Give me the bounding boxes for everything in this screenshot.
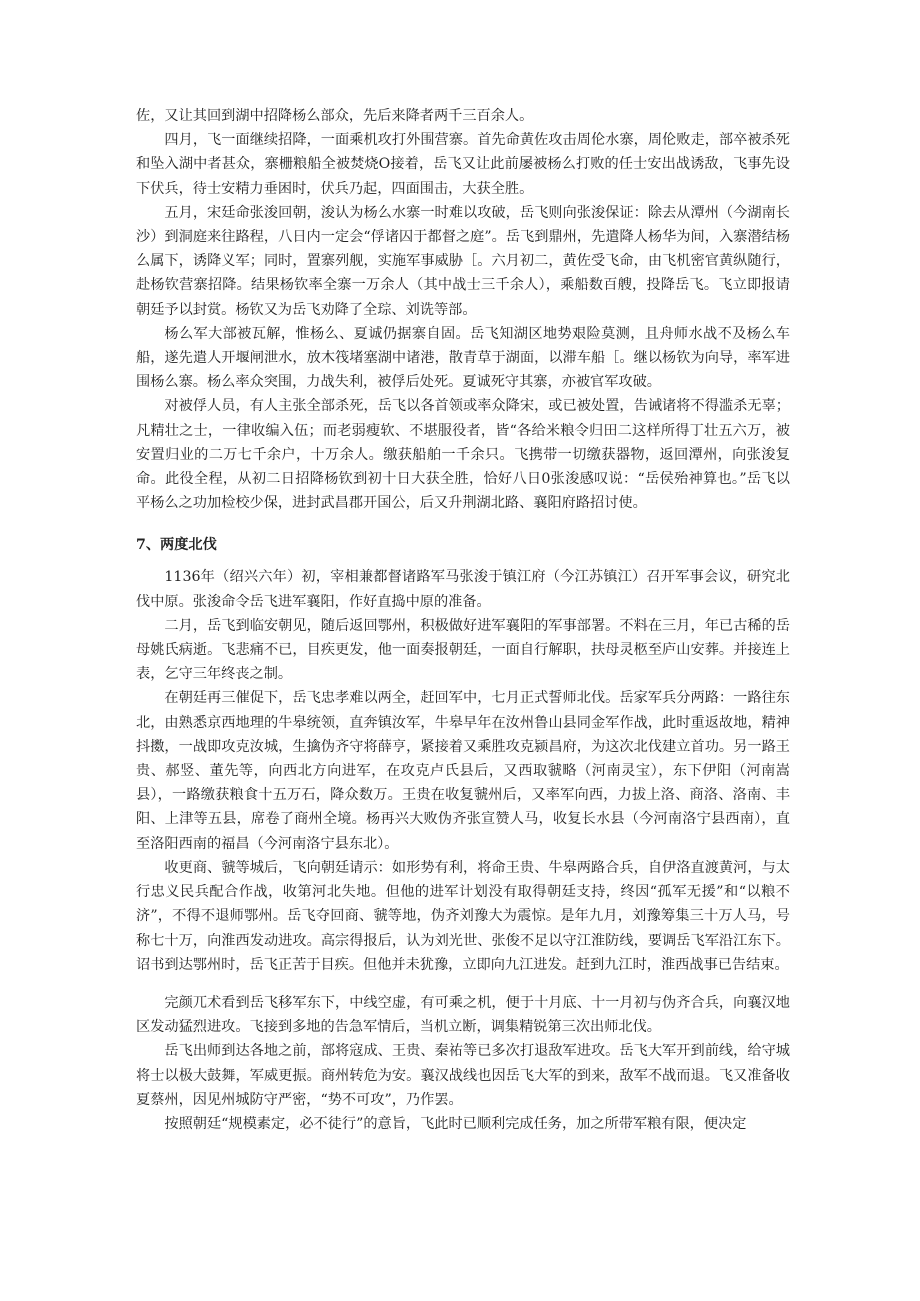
paragraph-april-campaign: 四月，飞一面继续招降，一面乘机攻打外围营寨。首先命黄佐攻击周伦水寨，周伦败走，部卒被杀死和坠入湖中者甚众，寨栅粮船全被焚烧O接着，岳飞又让此前屡被杨么打败的任士安出战诱敌，飞事先设下伏兵，待士安精力垂困时，伏兵乃起，四面围击，大获全胜。 [136,132,790,197]
paragraph-continued: 佐，又让其回到湖中招降杨么部众，先后来降者两千三百余人。 [136,108,534,124]
paragraph-july-expedition: 在朝廷再三催促下，岳飞忠孝难以两全，赶回军中，七月正式誓师北伐。岳家军兵分两路：一路往东北，由熟悉京西地理的牛皋统领，直奔镇汝军，牛皋早年在汝州鲁山县同金军作战，此时重返故地，精神抖擞，一战即攻克汝城，生擒伪齐守将薛亨，紧接着又乘胜攻克颍昌府，为这次北伐建立首功。另一路王贵、郝竖、董先等，向西北方向进军，在攻克卢氏县后，又西取虢略（河南灵宝），东下伊阳（河南嵩县），一路缴获粮食十五万石，降众数万。王贵在收复虢州后，又率军向西，力拔上洛、商洛、洛南、丰阳、上津等五县，席卷了商州全境。杨再兴大败伪齐张宣赞人马，收复长水县（今河南洛宁县西南），直至洛阳西南的福昌（今河南洛宁县东北）。 [136,690,790,852]
paragraph-retreat: 收更商、虢等城后，飞向朝廷请示：如形势有利，将命王贵、牛皋两路合兵，自伊洛直渡黄河，与太行忠义民兵配合作战，收第河北失地。但他的进军计划没有取得朝廷支持，终因“孤军无援”和“以粮不济”，不得不退师鄂州。岳飞夺回商、虢等地，伪齐刘豫大为震惊。是年九月，刘豫筹集三十万人马，号称七十万，向淮西发动进攻。高宗得报后，认为刘光世、张俊不足以守江淮防线，要调岳飞军沿江东下。诏书到达鄂州时，岳飞正苦于目疾。但他并未犹豫，立即向九江进发。赶到九江时，淮西战事已告结束。 [136,859,790,973]
paragraph-1136-meeting: 1136年（绍兴六年）初，宰相兼都督诸路军马张浚于镇江府（今江苏镇江）召开军事会议，研究北伐中原。张浚命令岳飞进军襄阳，作好直捣中原的准备。 [136,569,790,610]
paragraph-yangmo-defeat: 杨么军大部被瓦解，惟杨么、夏诚仍据寨自固。岳飞知湖区地势艰险莫测，且舟师水战不及杨么车船，遂先遣人开堰闸泄水，放木筏堵塞湖中诸港，散青草于湖面，以滞车船［。继以杨钦为向导，率军进围杨么寨。杨么率众突围，力战失利，被俘后处死。夏诚死守其寨，亦被官军攻破。 [136,325,790,391]
paragraph-front-line: 岳飞出师到达各地之前，部将寇成、王贵、秦祐等已多次打退敌军进攻。岳飞大军开到前线，给守城将士以极大鼓舞，军威更振。商州转危为安。襄汉战线也因岳飞大军的到来，敌军不战而退。飞又准备收夏蔡州，因见州城防守严密，“势不可攻”，乃作罢。 [136,1043,790,1108]
paragraph-may-campaign: 五月，宋廷命张浚回朝，浚认为杨么水寨一时难以攻破，岳飞则向张浚保证：除去从潭州（今湖南长沙）到洞庭来往路程，八日内一定会“俘诸囚于都督之庭”。岳飞到鼎州，先遣降人杨华为间，入寨潜结杨么属下，诱降义军；同时，置寨列舰，实施军事威胁［。六月初二，黄佐受飞命，由飞机密官黄纵随行，赴杨钦营寨招降。结果杨钦率全寨一万余人（其中战士三千余人），乘船数百艘，投降岳飞。飞立即报请朝廷予以封赏。杨钦又为岳飞劝降了全琮、刘诜等部。 [136,204,790,318]
paragraph-gap [136,977,790,991]
document-page [136,104,790,1136]
paragraph-february: 二月，岳飞到临安朝见，随后返回鄂州，积极做好进军襄阳的军事部署。不料在三月，年已古稀的岳母姚氏病逝。飞悲痛不已，目疾更发，他一面奏报朝廷，一面自行解职，扶母灵柩至庐山安葬。并接连上表，乞守三年终丧之制。 [136,617,790,683]
section-heading: 7、两度北伐 [136,537,217,554]
paragraph-court-order: 按照朝廷“规模素定，必不徒行”的意旨，飞此时已顺利完成任务，加之所带军粮有限，便决定 [164,1115,747,1132]
paragraph-prisoners: 对被俘人员，有人主张全部杀死，岳飞以各首领或率众降宋，或已被处置，告诫诸将不得滥杀无辜；凡精壮之士，一律收编入伍；而老弱瘦软、不堪服役者，皆“各给米粮令归田二这样所得丁壮五六万，被安置归业的二万七千余户，十万余人。缴获船舶一千余只。飞携带一切缴获器物，返回潭州，向张浚复命。此役全程，从初二日招降杨钦到初十日大获全胜，恰好八日0张浚感叹说：“岳侯殆神算也。”岳飞以平杨么之功加检校少保，进封武昌郡开国公，后又升荆湖北路、襄阳府路招讨使。 [136,398,790,512]
paragraph-wuzhu-attack: 完颜兀术看到岳飞移军东下，中线空虚，有可乘之机，便于十月底、十一月初与伪齐合兵，向襄汉地区发动猛烈进攻。飞接到多地的告急军情后，当机立断，调集精锐第三次出师北伐。 [136,994,790,1036]
